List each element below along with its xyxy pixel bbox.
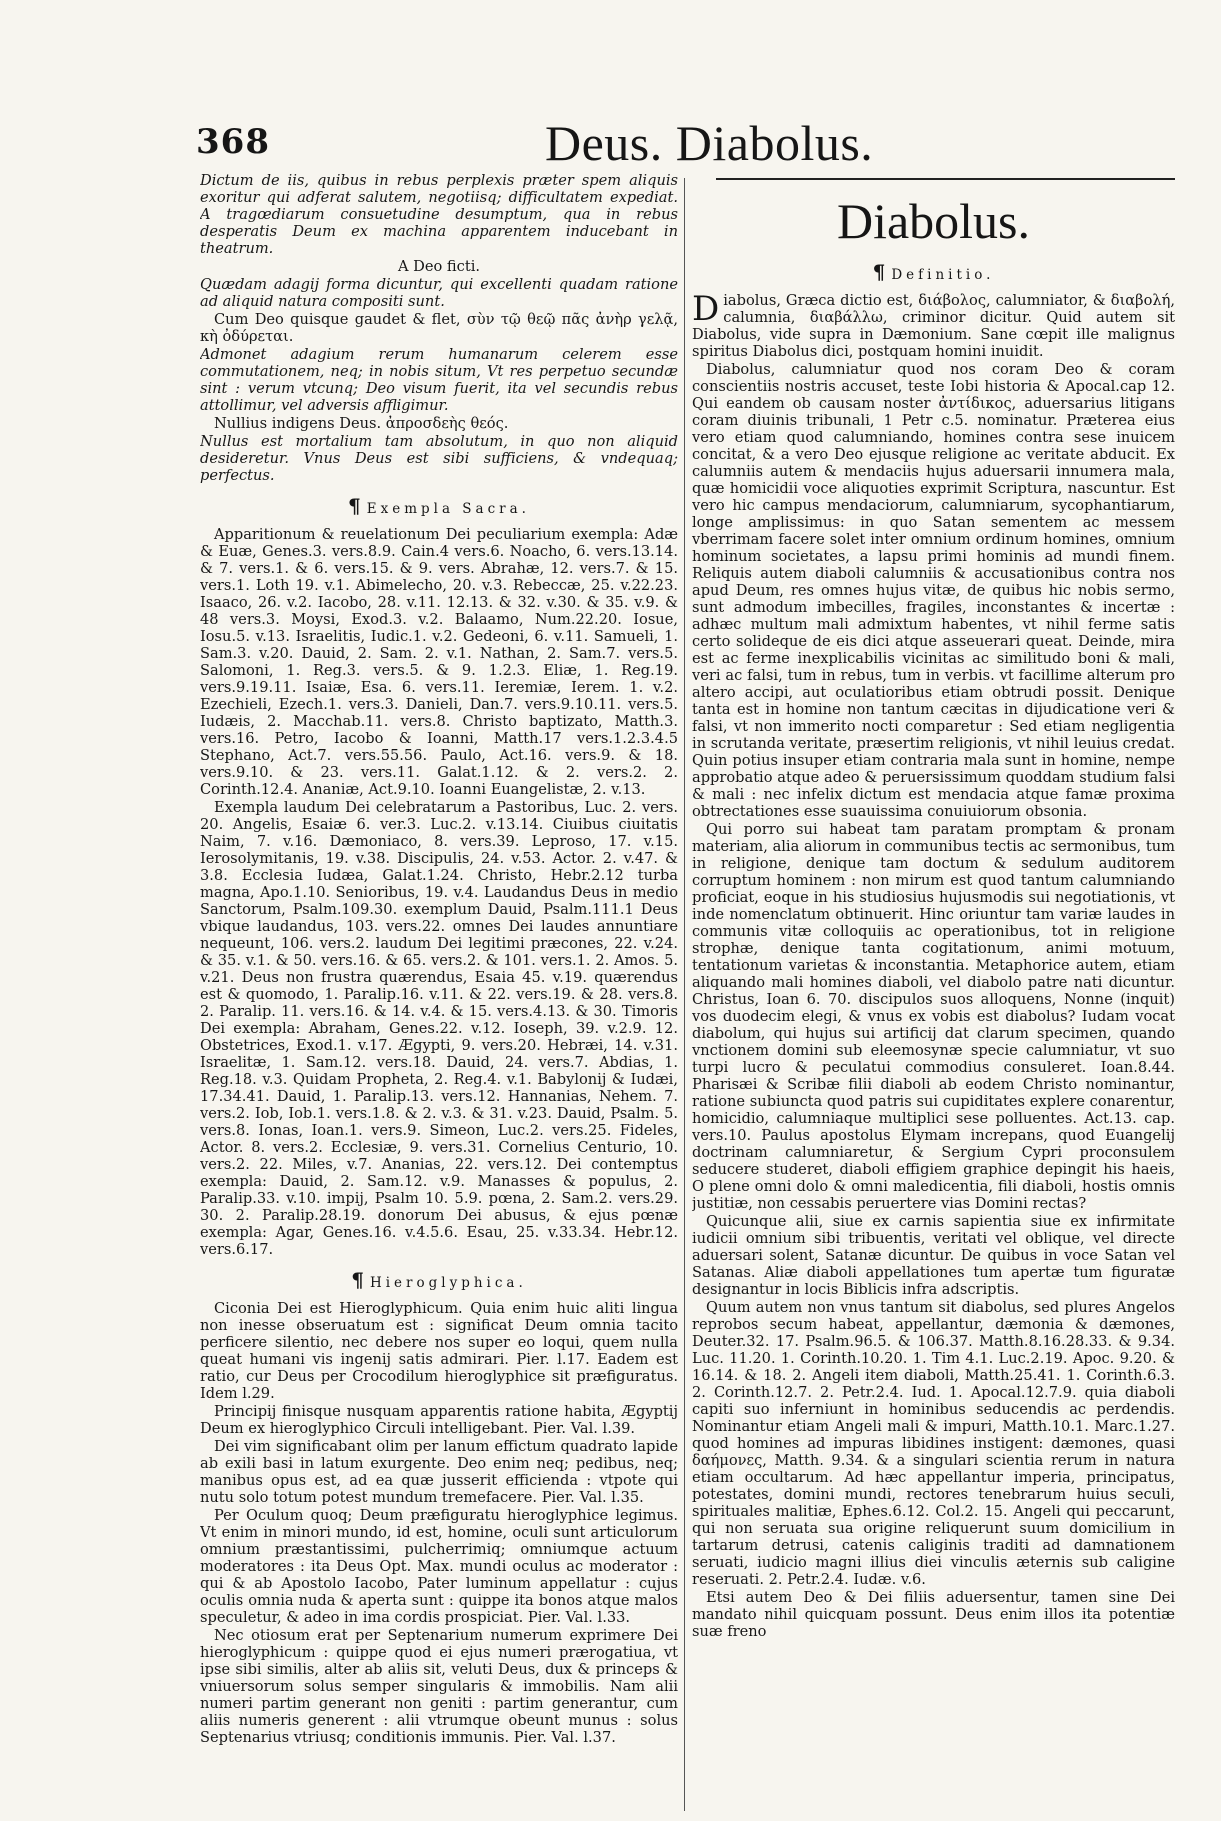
column-divider	[684, 178, 685, 1811]
admonet-paragraph: Admonet adagium rerum humanarum celerem esse commutationem, neq; in nobis situm, Vt res perpetuo secundæ sint : verum vtcunq; Deo visum fuerit, ita vel secundis rebus attollimur, vel adversis affligimur.	[200, 346, 678, 414]
exempla-heading	[200, 494, 678, 518]
pilcrow-icon: ¶	[348, 494, 361, 518]
exempla-paragraph: Exempla laudum Dei celebratarum a Pastoribus, Luc. 2. vers. 20. Angelis, Esaiæ 6. ver.3. Luc.2. v.13.14. Ciuibus ciuitatis Naim, 7. v.16. Dæmoniaco, 8. vers.39. Leproso, 17. v.15. Ierosolymitanis, 19. v.38. Discipulis, 24. v.53. Actor. 2. v.47. & 3.8. Ecclesia Iudæa, Galat.1.24. Christo, Hebr.2.12 turba magna, Apo.1.10. Senioribus, 19. v.4. Laudandus Deus in medio Sanctorum, Psalm.109.30. exemplum Dauid, Psalm.111.1 Deus vbique laudandus, 103. vers.22. omnes Dei laudes annuntiare nequeunt, 106. vers.2. laudum Dei legitimi præcones, 22. v.24. & 35. v.1. & 50. vers.16. & 65. vers.2. & 101. vers.1. 2. Amos. 5. v.21. Deus non frustra quærendus, Esaia 45. v.19. quærendus est & quomodo, 1. Paralip.16. v.11. & 22. vers.19. & 28. vers.8. 2. Paralip. 11. vers.16. & 14. v.4. & 15. vers.4.13. & 30. Timoris Dei exempla: Abraham, Genes.22. v.12. Ioseph, 39. v.2.9. 12. Obstetrices, Exod.1. v.17. Ægypti, 9. vers.20. Hebræi, 14. v.31. Israelitæ, 1. Sam.12. vers.18. Dauid, 24. vers.7. Abdias, 1. Reg.18. v.3. Quidam Propheta, 2. Reg.4. v.1. Babylonij & Iudæi, 17.34.41. Dauid, 1. Paralip.13. vers.12. Hannanias, Nehem. 7. vers.2. Iob, Iob.1. vers.1.8. & 2. v.3. & 31. v.23. Dauid, Psalm. 5. vers.8. Ionas, Ioan.1. vers.9. Simeon, Luc.2. vers.25. Fideles, Actor. 8. vers.2. Ecclesiæ, 9. vers.31. Cornelius Centurio, 10. vers.2. 22. Miles, v.7. Ananias, 22. vers.12. Dei contemptus exempla: Dauid, 2. Sam.12. v.9. Manasses & populus, 2. Paralip.33. v.10. impij, Psalm 10. 5.9. pœna, 2. Sam.2. vers.29. 30. 2. Paralip.28.19. donorum Dei abusus, & ejus pœnæ exempla: Agar, Genes.16. v.4.5.6. Esau, 25. v.33.34. Hebr.12. vers.6.17.	[200, 799, 678, 1258]
diabolus-paragraph: Diabolus, calumniatur quod nos coram Deo & coram conscientiis nostris accuset, teste Iobi historia & Apocal.cap 12. Qui eandem ob causam noster ἀντίδικος, aduersarius litigans coram diuinis tribunali, 1 Petr c.5. nominatur. Præterea eius vero etiam quod calumniando, homines contra sese inuicem concitat, & a vero Deo ejusque religione ac veritate abducit. Ex calumniis autem & mendaciis hujus aduersarii innumera mala, quæ homicidii voce aliquoties exprimit Scriptura, nascuntur. Est vero hic campus mendaciorum, calumniarum, sycophantiarum, longe amplissimus: in quo Satan sementem ac messem vberrimam facere solet inter omnium ordinum homines, omnium hominum societates, a lapsu primi hominis ad mundi finem. Reliquis autem diaboli calumniis & accusationibus contra nos apud Deum, res omnes hujus vitæ, de quibus hic nobis sermo, sunt admodum imbecilles, fragiles, inconstantes & incertæ : adhæc multum mali admixtum habentes, vt nihil ferme satis certo solideque de eis dici atque asseuerari queat. Deinde, mira est ac ferme inexplicabilis vicinitas ac similitudo boni & mali, veri ac falsi, tum in rebus, tum in verbis. vt facillime alterum pro altero accipi, aut oculatioribus etiam obtrudi possit. Denique tanta est in homine non tantum cæcitas in dijudicatione veri & falsi, vt non immerito nocti comparetur : Sed etiam negligentia in scrutanda veritate, præsertim religionis, vt nihil leuius credat. Quin potius insuper etiam contraria mala sunt in homine, nempe approbatio atque adeo & peruersissimum quoddam studium falsi & mali : nec infelix dictum est mendacia atque famæ proxima obtrectationes esse suauissima conuiuiorum obsonia.	[692, 361, 1175, 820]
adagia-note: Quædam adagij forma dicuntur, qui excellenti quadam ratione ad aliquid natura compositi sunt.	[200, 276, 678, 310]
hiero-paragraph: Ciconia Dei est Hieroglyphicum. Quia enim huic aliti lingua non inesse obseruatum est : significat Deum omnia tacito perficere silentio, nec debere nos super eo loqui, quem nulla queat humani vis ingenij satis admirari. Pier. l.17. Eadem est ratio, cur Deus per Crocodilum hieroglyphice sit præfiguratus. Idem l.29.	[200, 1300, 678, 1402]
running-title: Deus. Diabolus.	[545, 115, 874, 171]
left-column	[200, 172, 678, 1811]
definitio-heading	[692, 260, 1175, 284]
exempla-paragraph: Apparitionum & reuelationum Dei peculiarium exempla: Adæ & Euæ, Genes.3. vers.8.9. Cain.4 vers.6. Noacho, 6. vers.13.14. & 7. vers.1. & 6. vers.15. & 9. vers. Abrahæ, 12. vers.7. & 15. vers.1. Loth 19. v.1. Abimelecho, 20. v.3. Rebeccæ, 25. v.22.23. Isaaco, 26. v.2. Iacobo, 28. v.11. 12.13. & 32. v.30. & 35. v.9. & 48 vers.3. Moysi, Exod.3. v.2. Balaamo, Num.22.20. Iosue, Iosu.5. v.13. Israelitis, Iudic.1. v.2. Gedeoni, 6. v.11. Samueli, 1. Sam.3. v.20. Dauid, 2. Sam. 2. v.1. Nathan, 2. Sam.7. vers.5. Salomoni, 1. Reg.3. vers.5. & 9. 1.2.3. Eliæ, 1. Reg.19. vers.9.19.11. Isaiæ, Esa. 6. vers.11. Ieremiæ, Ierem. 1. v.2. Ezechieli, Ezech.1. vers.3. Danieli, Dan.7. vers.9.10.11. vers.5. Iudæis, 2. Macchab.11. vers.8. Christo baptizato, Matth.3. vers.16. Petro, Iacobo & Ioanni, Matth.17 vers.1.2.3.4.5 Stephano, Act.7. vers.55.56. Paulo, Act.16. vers.9. & 18. vers.9.10. & 23. vers.11. Galat.1.12. & 2. vers.2. 2. Corinth.12.4. Ananiæ, Act.9.10. Ioanni Euangelistæ, 2. v.13.	[200, 526, 678, 798]
hiero-paragraph: Nec otiosum erat per Septenarium numerum exprimere Dei hieroglyphicum : quippe quod ei ejus numeri prærogatiua, vt ipse sibi similis, alter ab aliis sit, veluti Deus, dux & princeps & vniuersorum solus semper singularis & immobilis. Nam alii numeri partim generant non geniti : partim generantur, cum aliis numeris generent : alii vtrumque obeunt munus : solus Septenarius vtriusq; conditionis immunis. Pier. Val. l.37.	[200, 1627, 678, 1746]
hiero-paragraph: Dei vim significabant olim per lanum effictum quadrato lapide ab exili basi in latum exurgente. Deo enim neq; pedibus, neq; manibus opus est, ad ea quæ jusserit efficienda : vtpote qui nutu solo totum potest mundum tremefacere. Pier. Val. l.35.	[200, 1438, 678, 1506]
diabolus-title: Diabolus.	[836, 193, 1031, 249]
pilcrow-icon: ¶	[351, 1268, 364, 1292]
right-column	[692, 172, 1175, 1811]
cum-deo-paragraph: Cum Deo quisque gaudet & flet, σὺν τῷ θεῷ πᾶς ἀνὴρ γελᾷ, κὴ ὀδύρεται.	[200, 311, 678, 345]
diabolus-paragraph: Etsi autem Deo & Dei filiis aduersentur, tamen sine Dei mandato nihil quicquam possunt. Deus enim illos ita potentiæ suæ freno	[692, 1589, 1175, 1640]
nullus-paragraph: Nullus est mortalium tam absolutum, in quo non aliquid desideretur. Vnus Deus est sibi sufficiens, & vndequaq; perfectus.	[200, 433, 678, 484]
hiero-paragraph: Per Oculum quoq; Deum præfiguratu hieroglyphice legimus. Vt enim in minori mundo, id est, homine, oculi sunt articulorum omnium præstantissimi, pulcherrimiq; omniumque actuum moderatores : ita Deus Opt. Max. mundi oculus ac moderator : qui & ab Apostolo Iacobo, Pater luminum appellatur : cujus oculis omnia nuda & aperta sunt : quippe ita bonos atque malos speculetur, & adeo in ima cordis prospiciat. Pier. Val. l.33.	[200, 1507, 678, 1626]
pilcrow-icon: ¶	[872, 260, 886, 284]
hieroglyphica-heading-text: Hieroglyphica.	[369, 1275, 527, 1291]
diabolus-paragraph: Qui porro sui habeat tam paratam promptam & pronam materiam, alia aliorum in communibus tectis ac sermonibus, tum in religione, denique tam doctum & sedulum auditorem corruptum hominem : non mirum est quod tantum calumniando proficiat, eoque in his studiosius hujusmodis sui negotiationis, vt inde nomenclatum obtinuerit. Hinc oriuntur tam variæ laudes in communis vitæ colloquiis ac operationibus, tot in religione strophæ, denique tanta cogitationum, animi motuum, tentationum varietas & inconstantia. Metaphorice autem, etiam aliquando mali homines diaboli, vel diabolo patre nati dicuntur. Christus, Ioan 6. 70. discipulos suos alloquens, Nonne (inquit) vos duodecim elegi, & vnus ex vobis est diabolus? Iudam vocat diabolum, qui hujus sui artificij dat clarum specimen, quando vnctionem domini sub eleemosynæ specie calumniatur, vt suo turpi lucro & peculatui commodius consuleret. Ioan.8.44. Pharisæi & Scribæ filii diaboli ab eodem Christo nominantur, ratione subiuncta quod patris sui cupiditates explere conarentur, homicidio, calumniaque multiplici sese polluentes. Act.13. cap. vers.10. Paulus apostolus Elymam increpans, quod Euangelij doctrinam calumniaretur, & Sergium Cypri proconsulem seducere studeret, diaboli effigiem graphice depingit his haeis, O plene omni dolo & omni maledicentia, fili diaboli, hostis omnis justitiæ, non cessabis peruertere vias Domini rectas?	[692, 821, 1175, 1212]
page-number: 368	[196, 122, 270, 162]
definitio-heading-text: Definitio.	[891, 267, 995, 283]
diabolus-paragraph: Quum autem non vnus tantum sit diabolus, sed plures Angelos reprobos secum habeat, appellantur, dæmonia & dæmones, Deuter.32. 17. Psalm.96.5. & 106.37. Matth.8.16.28.33. & 9.34. Luc. 11.20. 1. Corinth.10.20. 1. Tim 4.1. Luc.2.19. Apoc. 9.20. & 16.14. & 18. 2. Angeli item diaboli, Matth.25.41. 1. Corinth.6.3. 2. Corinth.12.7. 2. Petr.2.4. Iud. 1. Apocal.12.7.9. quia diaboli capiti suo inferniunt in hominibus seducendis ac perdendis. Nominantur etiam Angeli mali & impuri, Matth.10.1. Marc.1.27. quod homines ad impuras libidines instigent: dæmones, quasi δαήμονες, Matth. 9.34. & a singulari scientia rerum in natura etiam occultarum. Ad hæc appellantur imperia, principatus, potestates, domini mundi, rectores tenebrarum huius seculi, spirituales malitiæ, Ephes.6.12. Col.2. 15. Angeli qui peccarunt, qui non seruata sua origine reliquerunt suum domicilium in tartarum detrusi, catenis caliginis traditi ad damnationem seruati, iudicio magni illius diei vinculis æternis sub caligine reseruati. 2. Petr.2.4. Iudæ. v.6.	[692, 1299, 1175, 1588]
nullius-paragraph: Nullius indigens Deus. ἀπροσδεὴς θεός.	[214, 415, 509, 432]
a-deo-ficti: A Deo ficti.	[397, 258, 481, 275]
intro-paragraph: Dictum de iis, quibus in rebus perplexis præter spem aliquis exoritur qui adferat salutem, negotiisq; difficultatem expediat. A tragœdiarum consuetudine desumptum, qua in rebus desperatis Deum ex machina apparentem inducebant in theatrum.	[200, 172, 678, 257]
hieroglyphica-heading	[200, 1268, 678, 1292]
exempla-heading-text: Exempla Sacra.	[366, 501, 530, 517]
hiero-paragraph: Principij finisque nusquam apparentis ratione habita, Ægyptij Deum ex hieroglyphico Circuli intelligebant. Pier. Val. l.39.	[200, 1403, 678, 1437]
definitio-paragraph: Diabolus, Græca dictio est, διάβολος, calumniator, & διαβολή, calumnia, διαβάλλω, criminor dicitur. Quid autem sit Diabolus, vide supra in Dæmonium. Sane cœpit ille malignus spiritus Diabolus dici, postquam homini inuidit.	[692, 289, 1175, 360]
diabolus-paragraph: Quicunque alii, siue ex carnis sapientia siue ex infirmitate iudicii omnium sibi tribuentis, veritati vel oblique, vel directe aduersari solent, Satanæ dicuntur. De quibus in voce Satan vel Satanas. Aliæ diaboli appellationes tum apertæ tum figuratæ designantur in locis Biblicis infra adscriptis.	[692, 1213, 1175, 1298]
section-rule	[716, 178, 1175, 180]
